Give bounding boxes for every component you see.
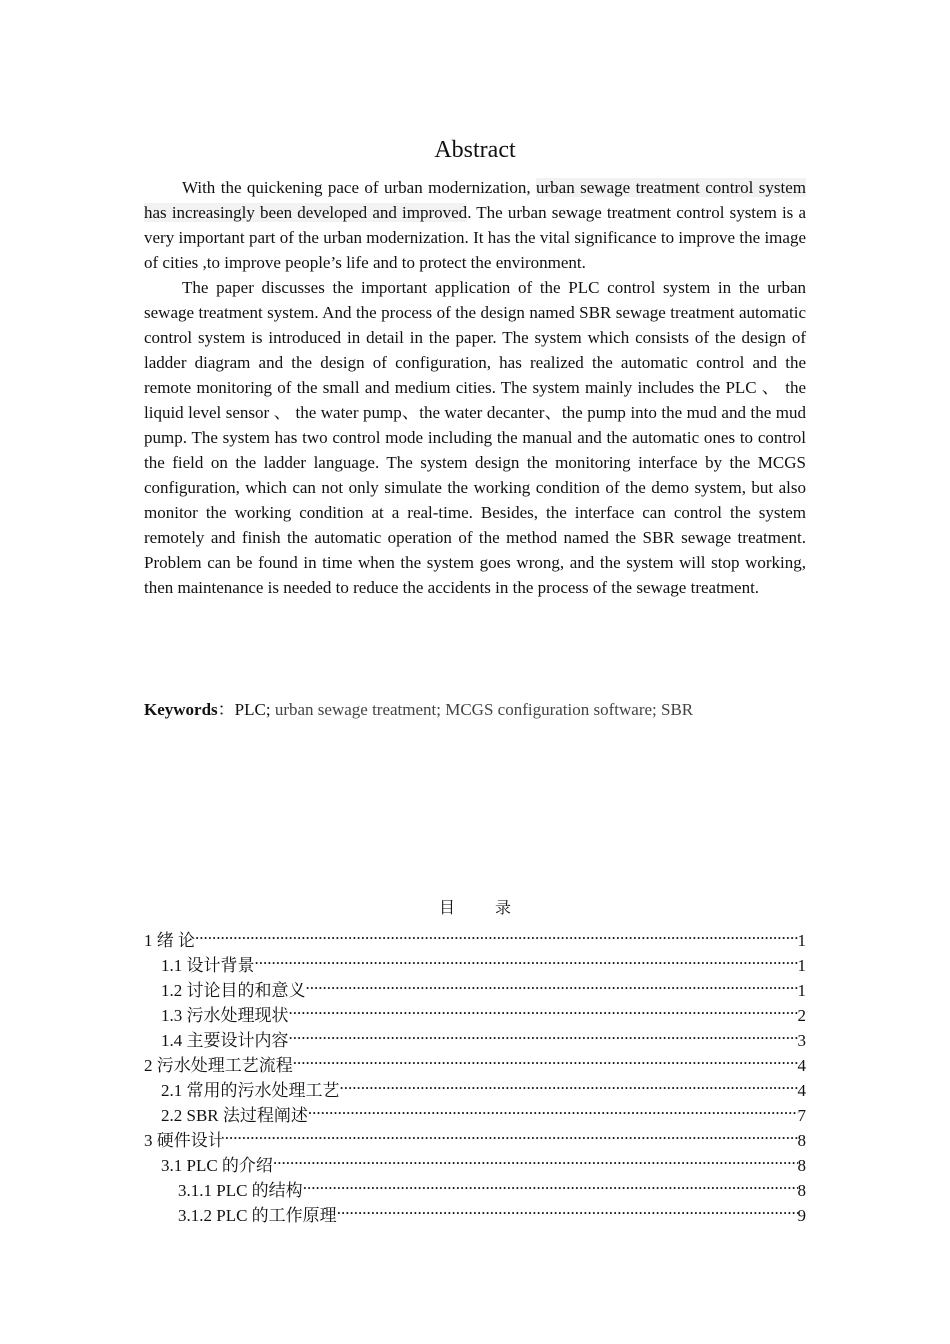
toc-entry-label: 2 污水处理工艺流程	[144, 1056, 293, 1075]
toc-entry-page: 7	[797, 1106, 806, 1125]
toc-title-char-2: 录	[495, 900, 512, 917]
toc-entry-label: 1.3 污水处理现状	[161, 1006, 289, 1025]
toc-entry-leader	[273, 1146, 798, 1171]
abstract-title: Abstract	[434, 137, 516, 163]
toc-entry-leader	[289, 996, 798, 1021]
toc-entry-page: 1	[797, 956, 806, 975]
toc-entry-leader	[225, 1121, 798, 1146]
abstract-paragraph-1	[144, 175, 806, 275]
toc-entry-leader	[337, 1196, 798, 1221]
toc-entry-page: 2	[797, 1006, 806, 1025]
abstract-p1-tail: . The urban sewage treatment control system is a very important part of the urban modernization. It has the vital significance to improve the image of cities ,to improve people’s life and to protect the environment.	[144, 203, 806, 272]
table-of-contents	[144, 921, 806, 1225]
toc-entry-label: 3.1 PLC 的介绍	[161, 1156, 273, 1175]
toc-entry-leader	[306, 971, 798, 996]
toc-entry-label: 3.1.1 PLC 的结构	[178, 1181, 303, 1200]
toc-entry-page: 4	[797, 1056, 806, 1075]
toc-entry-leader	[289, 1021, 798, 1046]
toc-entry-page: 8	[797, 1131, 806, 1150]
toc-entry-leader	[340, 1071, 798, 1096]
abstract-paragraph-2: The paper discusses the important application of the PLC control system in the urban sewage treatment system. And the process of the design named SBR sewage treatment automatic control system is introduced in detail in the paper. The system which consists of the design of ladder diagram and the design of configuration, has realized the automatic control and the remote monitoring of the small and medium cities. The system mainly includes the PLC 、 the liquid level sensor 、 the water pump、the water decanter、the pump into the mud and the mud pump. The system has two control mode including the manual and the automatic ones to control the field on the ladder language. The system design the monitoring interface by the MCGS configuration, which can not only simulate the working condition of the demo system, but also monitor the working condition at a real-time. Besides, the interface can control the system remotely and finish the automatic operation of the method named the SBR sewage treatment. Problem can be found in time when the system goes wrong, and the system will stop working, then maintenance is needed to reduce the accidents in the process of the sewage treatment.	[144, 278, 806, 597]
toc-entry-label: 1 绪 论	[144, 931, 195, 950]
abstract-p1-lead: With the quickening pace of urban modernization,	[182, 178, 537, 197]
toc-entry-page: 1	[797, 931, 806, 950]
toc-entry-leader	[308, 1096, 798, 1121]
toc-entry-label: 2.1 常用的污水处理工艺	[161, 1081, 340, 1100]
keywords-label: Keywords	[144, 700, 218, 719]
toc-entry-page: 3	[797, 1031, 806, 1050]
toc-entry[interactable]	[144, 946, 806, 975]
toc-entry[interactable]	[144, 921, 806, 950]
toc-entry[interactable]	[144, 1146, 806, 1175]
toc-entry-label: 2.2 SBR 法过程阐述	[161, 1106, 308, 1125]
toc-entry-leader	[303, 1171, 798, 1196]
toc-entry-label: 3.1.2 PLC 的工作原理	[178, 1206, 337, 1225]
keywords-first: PLC;	[234, 700, 275, 719]
toc-entry[interactable]	[144, 1121, 806, 1150]
toc-entry-page: 8	[797, 1181, 806, 1200]
toc-entry-leader	[293, 1046, 798, 1071]
abstract-body	[144, 175, 806, 600]
keywords-rest: urban sewage treatment; MCGS configuration software; SBR	[274, 700, 694, 719]
toc-title	[144, 897, 806, 921]
toc-title-char-1: 目	[438, 900, 455, 917]
toc-entry-leader	[195, 921, 798, 946]
toc-entry-page: 1	[797, 981, 806, 1000]
toc-entry-page: 8	[797, 1156, 806, 1175]
keywords-line	[144, 697, 806, 722]
toc-entry-label: 3 硬件设计	[144, 1131, 225, 1150]
toc-entry-label: 1.2 讨论目的和意义	[161, 981, 306, 1000]
toc-entry-label: 1.4 主要设计内容	[161, 1031, 289, 1050]
toc-entry-page: 9	[797, 1206, 806, 1225]
keywords-separator: ：	[217, 700, 235, 719]
toc-entry-label: 1.1 设计背景	[161, 956, 255, 975]
toc-entry-leader	[255, 946, 798, 971]
toc-entry-page: 4	[797, 1081, 806, 1100]
abstract-p1-highlight: urban sewage treatment control system has increasingly been developed and improved	[144, 178, 806, 222]
